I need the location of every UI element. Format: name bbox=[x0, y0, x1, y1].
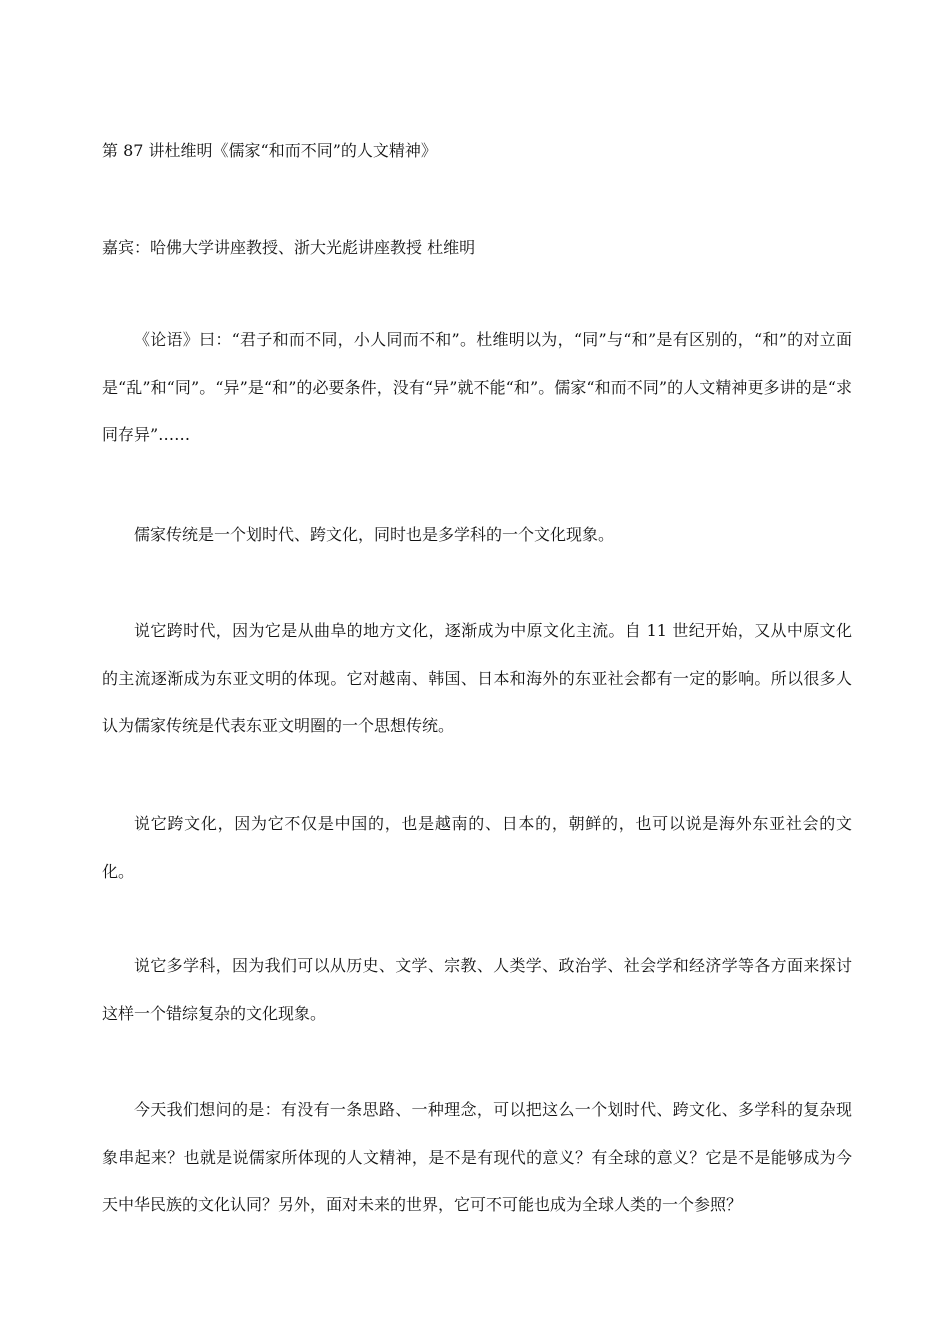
lecture-title: 第 87 讲杜维明《儒家“和而不同”的人文精神》 bbox=[102, 141, 437, 160]
body-paragraph-1: 儒家传统是一个划时代、跨文化，同时也是多学科的一个文化现象。 bbox=[134, 525, 615, 544]
body-paragraph-2: 说它跨时代，因为它是从曲阜的地方文化，逐渐成为中原文化主流。自 11 世纪开始，又从中原文化的主流逐渐成为东亚文明的体现。它对越南、韩国、日本和海外的东亚社会都有一定的影响。所以很多人认为儒家传统是代表东亚文明圈的一个思想传统。 bbox=[102, 621, 852, 735]
guest-line: 嘉宾：哈佛大学讲座教授、浙大光彪讲座教授 杜维明 bbox=[102, 238, 476, 257]
body-paragraph-4: 说它多学科，因为我们可以从历史、文学、宗教、人类学、政治学、社会学和经济学等各方面来探讨这样一个错综复杂的文化现象。 bbox=[102, 956, 852, 1023]
body-paragraph-5: 今天我们想问的是：有没有一条思路、一种理念，可以把这么一个划时代、跨文化、多学科的复杂现象串起来？也就是说儒家所体现的人文精神，是不是有现代的意义？有全球的意义？它是不是能够成为今天中华民族的文化认同？另外，面对未来的世界，它可不可能也成为全球人类的一个参照？ bbox=[102, 1100, 852, 1214]
intro-paragraph: 《论语》曰：“君子和而不同，小人同而不和”。杜维明以为，“同”与“和”是有区别的，“和”的对立面是“乱”和“同”。“异”是“和”的必要条件，没有“异”就不能“和”。儒家“和而不同”的人文精神更多讲的是“求同存异”…… bbox=[102, 330, 852, 444]
body-paragraph-3: 说它跨文化，因为它不仅是中国的，也是越南的、日本的，朝鲜的，也可以说是海外东亚社会的文化。 bbox=[102, 814, 852, 881]
